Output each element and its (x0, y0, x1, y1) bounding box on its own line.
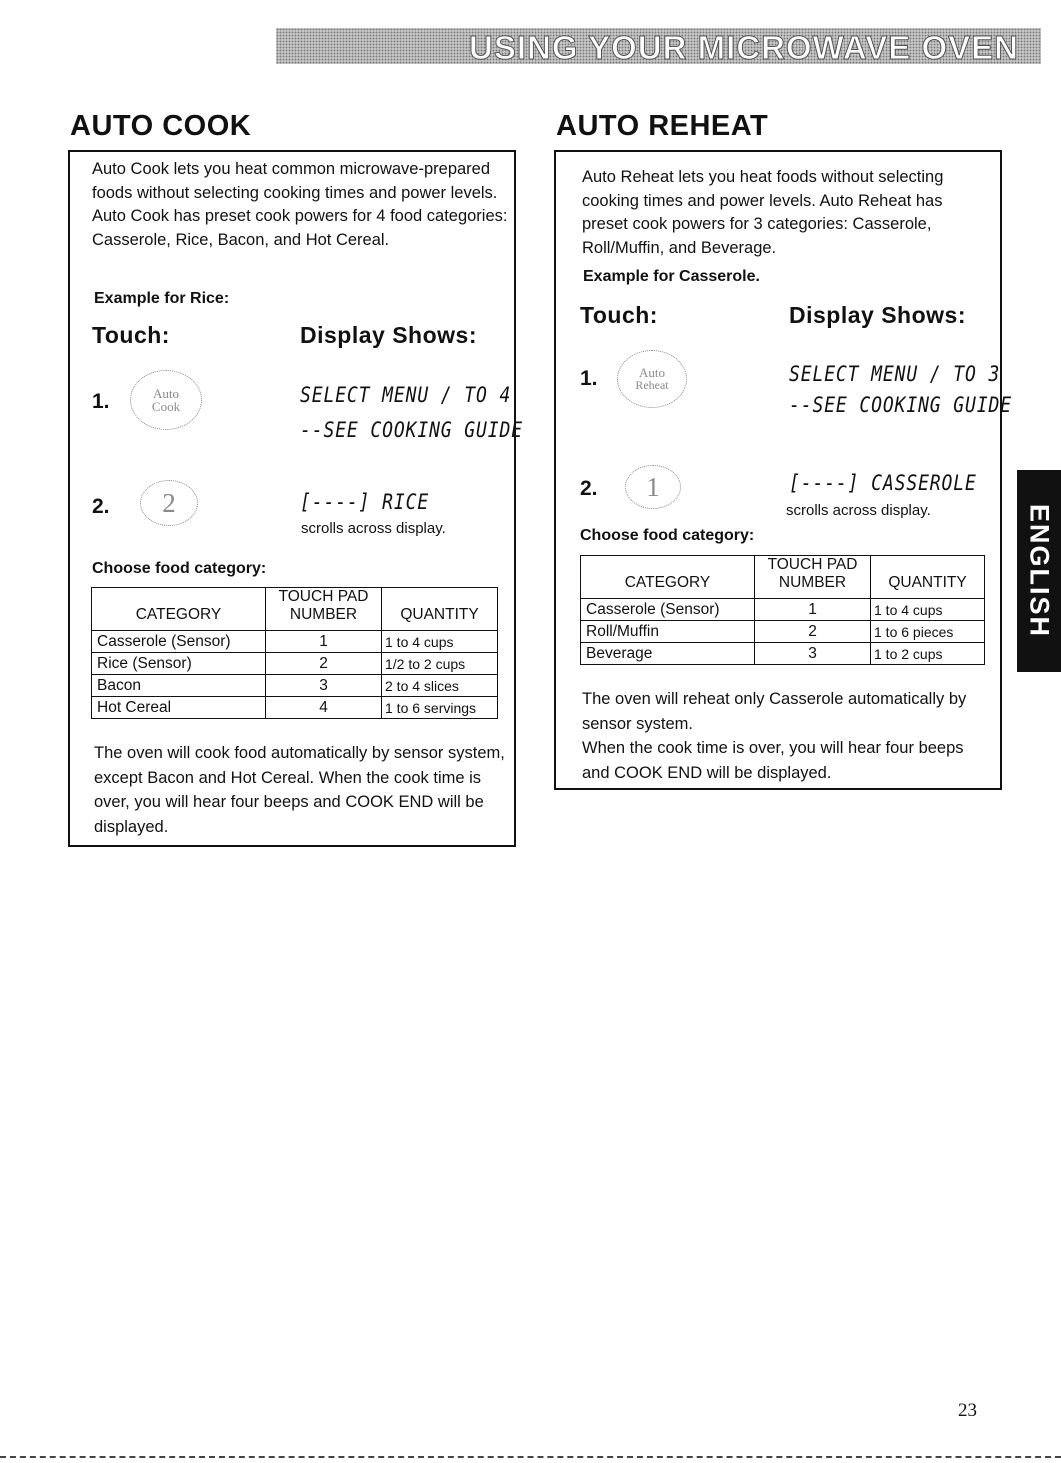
table-row (581, 643, 985, 665)
auto-reheat-display-casserole: [----] CASSEROLE (789, 471, 977, 495)
auto-cook-display-line1: SELECT MENU / TO 4 (300, 383, 512, 407)
banner-title: USING YOUR MICROWAVE OVEN (468, 29, 1019, 66)
header-touch-pad: TOUCH PAD NUMBER (755, 556, 871, 599)
category-cell: Roll/Muffin (581, 621, 755, 643)
category-cell: Bacon (92, 675, 266, 697)
auto-cook-touch-heading: Touch: (92, 322, 170, 348)
auto-cook-display-rice: [----] RICE (300, 490, 430, 514)
auto-cook-pad-top: Auto (153, 386, 179, 401)
auto-reheat-example: Example for Casserole. (583, 268, 760, 285)
language-tab (1017, 470, 1061, 672)
auto-reheat-choose-label: Choose food category: (580, 527, 755, 544)
auto-reheat-pad-top: Auto (639, 365, 665, 380)
auto-cook-pad[interactable] (130, 370, 202, 430)
auto-cook-display-line2: --SEE COOKING GUIDE (300, 418, 523, 442)
table-row (92, 675, 498, 697)
auto-reheat-display-line1: SELECT MENU / TO 3 (789, 362, 1001, 386)
pad-number-cell: 1 (266, 631, 382, 653)
quantity-cell: 1 to 4 cups (382, 631, 498, 653)
table-header-row (581, 556, 985, 599)
category-cell: Casserole (Sensor) (581, 599, 755, 621)
page-number: 23 (958, 1400, 977, 1421)
number-pad-1-label: 1 (646, 472, 660, 502)
auto-cook-choose-label: Choose food category: (92, 560, 267, 577)
auto-cook-step2-number: 2. (92, 495, 110, 518)
pad-number-cell: 2 (755, 621, 871, 643)
pad-number-cell: 3 (755, 643, 871, 665)
auto-reheat-pad-bottom: Reheat (635, 378, 669, 392)
auto-cook-display-heading: Display Shows: (300, 322, 477, 348)
number-pad-2[interactable] (140, 480, 198, 526)
bottom-divider (0, 1456, 1061, 1458)
auto-reheat-outro-line2: When the cook time is over, you will hear four beeps and COOK END will be displayed. (582, 739, 964, 782)
category-cell: Rice (Sensor) (92, 653, 266, 675)
auto-cook-step1-number: 1. (92, 390, 110, 413)
quantity-cell: 1 to 2 cups (871, 643, 985, 665)
table-row (581, 621, 985, 643)
pad-number-cell: 2 (266, 653, 382, 675)
category-cell: Casserole (Sensor) (92, 631, 266, 653)
section-banner (276, 28, 1041, 64)
auto-cook-pad-bottom: Cook (151, 399, 181, 414)
table-row (92, 653, 498, 675)
header-touch-pad: TOUCH PAD NUMBER (266, 588, 382, 631)
auto-reheat-step2-number: 2. (580, 477, 598, 500)
category-cell: Beverage (581, 643, 755, 665)
quantity-cell: 1 to 4 cups (871, 599, 985, 621)
auto-reheat-display-heading: Display Shows: (789, 302, 966, 328)
auto-cook-example: Example for Rice: (94, 290, 230, 307)
table-header-row (92, 588, 498, 631)
auto-cook-scrolls-note: scrolls across display. (301, 520, 446, 537)
pad-number-cell: 4 (266, 697, 382, 719)
auto-reheat-pad[interactable] (617, 350, 687, 408)
header-quantity: QUANTITY (871, 556, 985, 599)
header-category: CATEGORY (581, 556, 755, 599)
auto-reheat-outro (582, 687, 987, 785)
auto-reheat-touch-heading: Touch: (580, 302, 658, 328)
pad-number-cell: 3 (266, 675, 382, 697)
auto-reheat-step1-number: 1. (580, 367, 598, 390)
auto-cook-title: AUTO COOK (70, 110, 252, 142)
table-row (92, 631, 498, 653)
header-category: CATEGORY (92, 588, 266, 631)
auto-reheat-scrolls-note: scrolls across display. (786, 502, 931, 519)
header-quantity: QUANTITY (382, 588, 498, 631)
quantity-cell: 2 to 4 slices (382, 675, 498, 697)
number-pad-2-label: 2 (162, 488, 176, 518)
auto-reheat-title: AUTO REHEAT (556, 110, 769, 142)
auto-cook-intro: Auto Cook lets you heat common microwave-prepared foods without selecting cooking times and power levels. Auto Cook has preset cook powers for 4 food categories: Casserole, Rice, Bacon, and Hot Cereal. (92, 160, 508, 249)
auto-reheat-category-table (580, 555, 985, 665)
category-cell: Hot Cereal (92, 697, 266, 719)
quantity-cell: 1/2 to 2 cups (382, 653, 498, 675)
table-row (581, 599, 985, 621)
auto-reheat-outro-line1: The oven will reheat only Casserole automatically by sensor system. (582, 690, 967, 733)
language-tab-label: ENGLISH (1024, 503, 1055, 639)
auto-cook-outro: The oven will cook food automatically by sensor system, except Bacon and Hot Cereal. When the cook time is over, you will hear four beeps and COOK END will be displayed. (94, 744, 505, 836)
number-pad-1[interactable] (625, 465, 681, 509)
pad-number-cell: 1 (755, 599, 871, 621)
auto-cook-category-table (91, 587, 498, 719)
quantity-cell: 1 to 6 servings (382, 697, 498, 719)
auto-reheat-intro: Auto Reheat lets you heat foods without selecting cooking times and power levels. Auto Reheat has preset cook powers for 3 categories: Casserole, Roll/Muffin, and Beverage. (582, 168, 944, 257)
quantity-cell: 1 to 6 pieces (871, 621, 985, 643)
auto-reheat-display-line2: --SEE COOKING GUIDE (789, 393, 1012, 417)
table-row (92, 697, 498, 719)
